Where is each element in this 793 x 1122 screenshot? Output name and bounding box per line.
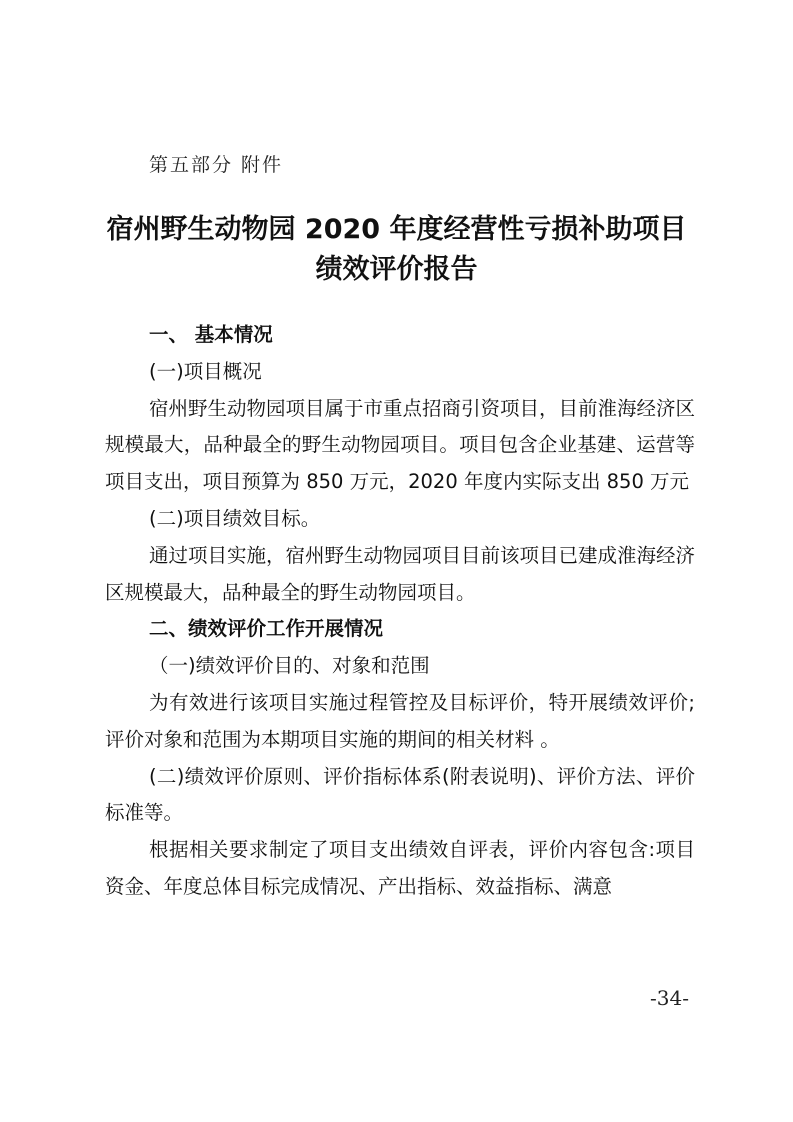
paragraph-project-overview: 宿州野生动物园项目属于市重点招商引资项目，目前淮海经济区规模最大，品种最全的野生动物园项目。项目包含企业基建、运营等项目支出，项目预算为 850 万元，2020 年度内实际支出 850 万元 <box>105 396 696 494</box>
page-number: -34- <box>650 986 689 1010</box>
paragraph-evaluation-scope: 为有效进行该项目实施过程管控及目标评价，特开展绩效评价;评价对象和范围为本期项目实施的期间的相关材料 。 <box>105 690 695 751</box>
paragraph-evaluation-content: 根据相关要求制定了项目支出绩效自评表，评价内容包含:项目资金、年度总体目标完成情况、产出指标、效益指标、满意 <box>105 838 695 898</box>
subhead-evaluation-scope: （一)绩效评价目的、对象和范围 <box>149 654 430 678</box>
subhead-project-overview: (一)项目概况 <box>149 359 262 383</box>
paragraph-performance-goal: 通过项目实施，宿州野生动物园项目目前该项目已建成淮海经济区规模最大，品种最全的野生动物园项目。 <box>105 543 696 604</box>
subhead-performance-goal: (二)项目绩效目标。 <box>149 506 321 530</box>
document-title: 宿州野生动物园 2020 年度经营性亏损补助项目绩效评价报告 <box>106 214 687 285</box>
body-text <box>105 317 695 906</box>
section-heading-basic-info: 一、 基本情况 <box>149 323 273 346</box>
part-label: 第五部分 附件 <box>149 154 284 176</box>
subhead-evaluation-principles: (二)绩效评价原则、评价指标体系(附表说明)、评价方法、评价标准等。 <box>105 764 695 825</box>
section-heading-evaluation-work: 二、绩效评价工作开展情况 <box>149 617 384 641</box>
